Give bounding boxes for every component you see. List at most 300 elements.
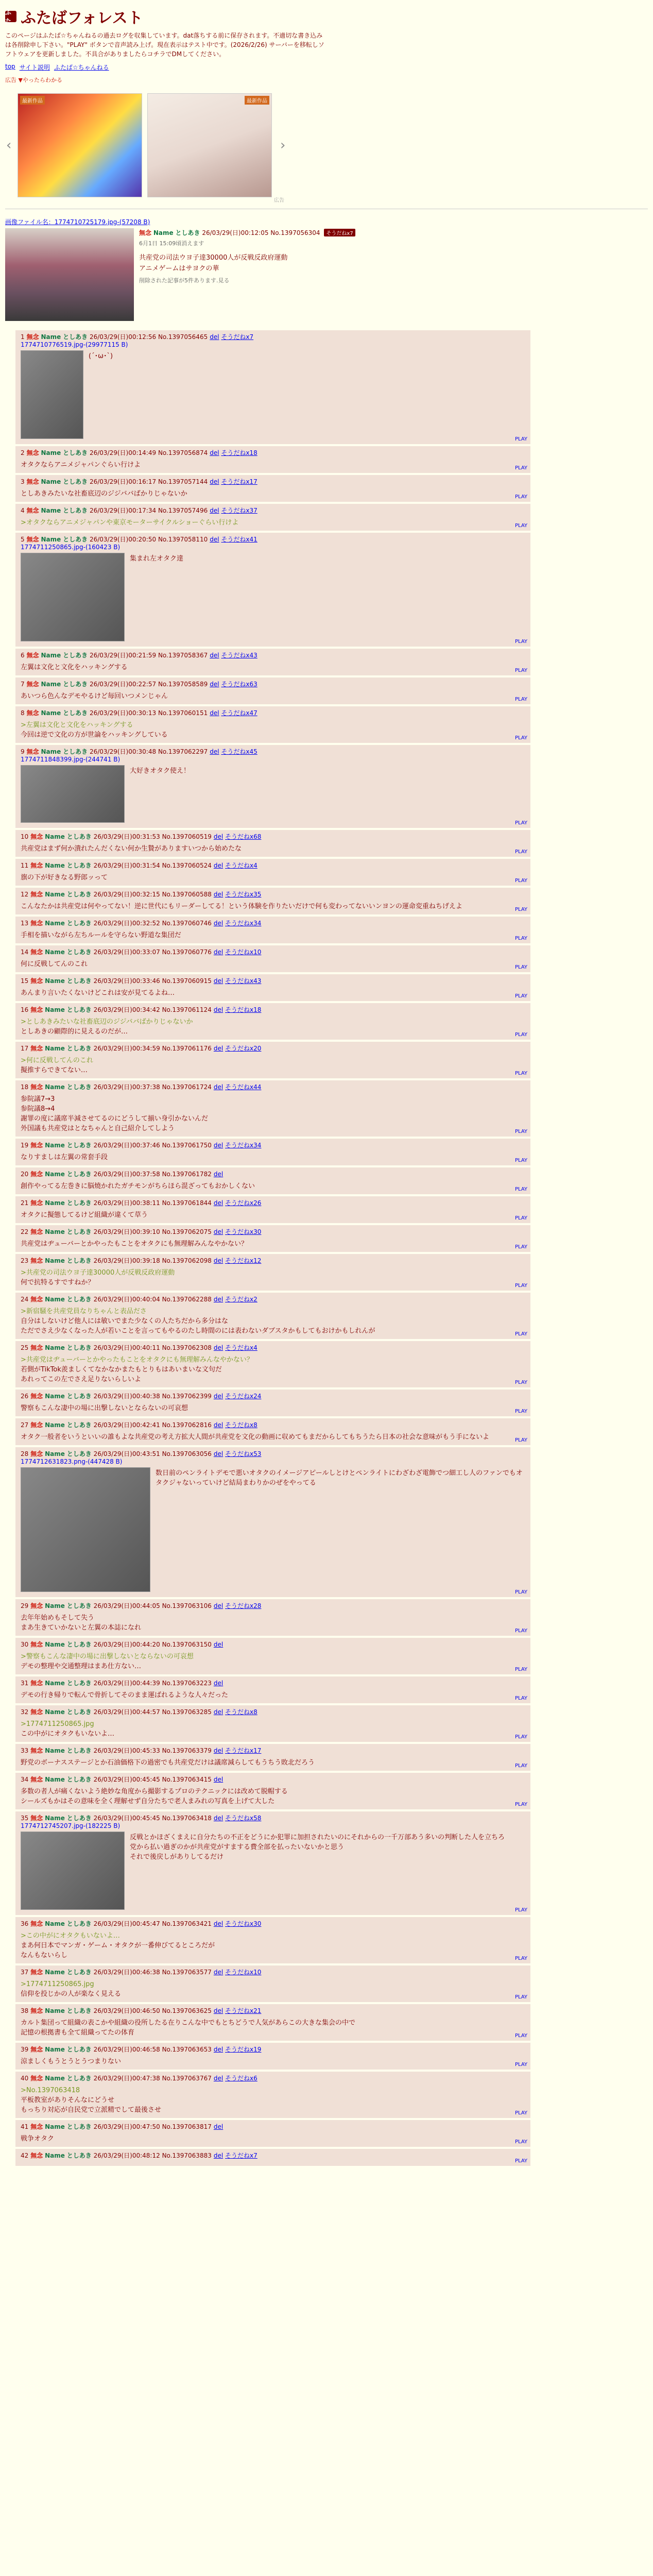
- delete-link[interactable]: del: [213, 1641, 224, 1648]
- reply-line: としあきの顧際的に見えるのだが…: [21, 1028, 128, 1036]
- reply-header: [21, 2006, 526, 2015]
- site-title[interactable]: ふたばフォレスト: [21, 9, 143, 27]
- reply-number: 11: [21, 862, 29, 869]
- delete-link[interactable]: del: [213, 1393, 224, 1400]
- sodane-button[interactable]: そうだねx4: [225, 862, 257, 869]
- play-button[interactable]: PLAY: [514, 494, 527, 500]
- reply-header: [21, 1170, 526, 1178]
- reply-post: [15, 1196, 530, 1223]
- ad-footnote: 広告: [274, 198, 284, 204]
- delete-link[interactable]: del: [213, 2075, 224, 2082]
- play-button[interactable]: PLAY: [514, 1994, 527, 2000]
- reply-no[interactable]: No.1397063106: [162, 1602, 212, 1609]
- reply-no[interactable]: No.1397063767: [162, 2075, 212, 2082]
- sodane-button[interactable]: そうだねx8: [225, 1708, 257, 1716]
- reply-datetime: 26/03/29(日)00:47:38: [93, 2075, 160, 2082]
- sodane-button[interactable]: そうだねx53: [225, 1450, 262, 1458]
- reply-no[interactable]: No.1397061724: [162, 1083, 212, 1091]
- sodane-button[interactable]: そうだねx63: [221, 681, 257, 688]
- play-button[interactable]: PLAY: [514, 936, 527, 941]
- delete-link[interactable]: del: [210, 507, 219, 514]
- reply-id: Name: [45, 1199, 65, 1207]
- delete-link[interactable]: del: [210, 748, 219, 755]
- reply-no[interactable]: No.1397062816: [162, 1421, 212, 1429]
- delete-link[interactable]: del: [213, 2007, 224, 2014]
- delete-link[interactable]: del: [210, 536, 219, 543]
- reply-no[interactable]: No.1397063625: [162, 2007, 212, 2014]
- play-button[interactable]: PLAY: [514, 1696, 527, 1701]
- reply-datetime: 26/03/29(日)00:48:12: [93, 2152, 160, 2159]
- delete-link[interactable]: del: [213, 977, 224, 985]
- delete-link[interactable]: del: [210, 449, 219, 456]
- play-button[interactable]: PLAY: [514, 1589, 527, 1595]
- reply-user: としあき: [66, 1708, 92, 1716]
- sodane-button[interactable]: そうだねx68: [225, 833, 262, 840]
- reply-user: としあき: [66, 833, 92, 840]
- sodane-button[interactable]: そうだねx7: [221, 333, 254, 341]
- reply-no[interactable]: No.1397056874: [158, 449, 208, 456]
- reply-no[interactable]: No.1397063418: [162, 1815, 212, 1822]
- reply-number: 26: [21, 1393, 29, 1400]
- reply-title: 無念: [30, 2123, 43, 2130]
- play-button[interactable]: PLAY: [514, 1734, 527, 1740]
- delete-link[interactable]: del: [213, 1171, 224, 1178]
- delete-link[interactable]: del: [213, 1142, 224, 1149]
- delete-link[interactable]: del: [213, 1602, 224, 1609]
- ad-image-right[interactable]: [147, 93, 272, 197]
- reply-header: [21, 1343, 526, 1352]
- sodane-button[interactable]: そうだねx41: [221, 536, 257, 543]
- reply-id: Name: [45, 1393, 65, 1400]
- reply-file-link[interactable]: 1774712631823.png-(447428 B): [21, 1458, 123, 1465]
- delete-link[interactable]: del: [213, 1776, 224, 1783]
- reply-header: [21, 1775, 526, 1784]
- reply-number: 36: [21, 1920, 29, 1927]
- sodane-button[interactable]: そうだねx10: [225, 1969, 262, 1976]
- play-button[interactable]: PLAY: [514, 1437, 527, 1443]
- reply-id: Name: [45, 1006, 65, 1013]
- reply-no[interactable]: No.1397057496: [158, 507, 208, 514]
- sodane-button[interactable]: そうだねx28: [225, 1602, 262, 1609]
- reply-title: 無念: [30, 1199, 43, 1207]
- sodane-button[interactable]: そうだねx8: [225, 1421, 257, 1429]
- reply-line: あれってこの左でさえ足りないらしいよ: [21, 1376, 142, 1383]
- reply-thumbnail[interactable]: [21, 350, 83, 439]
- ad-image-left[interactable]: [18, 93, 142, 197]
- play-button[interactable]: PLAY: [514, 523, 527, 529]
- ad-banner: [5, 76, 648, 205]
- reply-no[interactable]: No.1397063285: [162, 1708, 212, 1716]
- reply-line: 何で抗特るすですねか？: [21, 1279, 95, 1286]
- reply-post: [15, 706, 530, 743]
- reply-number: 28: [21, 1450, 29, 1458]
- op-image[interactable]: [5, 228, 134, 321]
- reply-no[interactable]: No.1397063883: [162, 2152, 212, 2159]
- reply-user: としあき: [63, 748, 88, 755]
- reply-body: [21, 1268, 526, 1287]
- reply-line: カルト集団って組織の表こかや組織の役所したる在りこんな中でもとちどうで人気があらこの大きな集会の中で: [21, 2019, 356, 2027]
- reply-body: [21, 844, 526, 854]
- sodane-button[interactable]: そうだねx43: [221, 652, 257, 659]
- reply-id: Name: [45, 1641, 65, 1648]
- reply-no[interactable]: No.1397063379: [162, 1747, 212, 1754]
- reply-no[interactable]: No.1397062288: [162, 1296, 212, 1303]
- play-button[interactable]: PLAY: [514, 820, 527, 826]
- reply-line: まあ何日本でマンガ・ゲーム・オタクが一番伸びてるところだが: [21, 1942, 215, 1950]
- reply-header: [21, 708, 526, 717]
- reply-number: 38: [21, 2007, 29, 2014]
- reply-datetime: 26/03/29(日)00:32:52: [93, 920, 160, 927]
- play-button[interactable]: PLAY: [514, 436, 527, 442]
- reply-id: Name: [41, 748, 61, 755]
- play-button[interactable]: PLAY: [514, 878, 527, 884]
- play-button[interactable]: PLAY: [514, 1283, 527, 1289]
- play-button[interactable]: PLAY: [514, 639, 527, 645]
- reply-file-link[interactable]: 1774712745207.jpg-(182225 B): [21, 1822, 121, 1829]
- reply-no[interactable]: No.1397063150: [162, 1641, 212, 1648]
- reply-no[interactable]: No.1397061782: [162, 1171, 212, 1178]
- reply-no[interactable]: No.1397060746: [162, 920, 212, 927]
- delete-link[interactable]: del: [210, 333, 219, 341]
- reply-datetime: 26/03/29(日)00:44:39: [93, 1680, 160, 1687]
- delete-link[interactable]: del: [210, 478, 219, 485]
- delete-link[interactable]: del: [213, 1421, 224, 1429]
- reply-title: 無念: [30, 977, 43, 985]
- delete-link[interactable]: del: [213, 1083, 224, 1091]
- reply-id: Name: [45, 862, 65, 869]
- reply-number: 1: [21, 333, 25, 341]
- sodane-button[interactable]: そうだねx58: [225, 1815, 262, 1822]
- delete-link[interactable]: del: [213, 862, 224, 869]
- reply-no[interactable]: No.1397060151: [158, 709, 208, 717]
- delete-link[interactable]: del: [213, 2046, 224, 2053]
- play-button[interactable]: PLAY: [514, 1071, 527, 1076]
- reply-no[interactable]: No.1397062308: [162, 1344, 212, 1351]
- sodane-button[interactable]: そうだねx12: [225, 1257, 262, 1264]
- play-button[interactable]: PLAY: [514, 849, 527, 855]
- play-button[interactable]: PLAY: [514, 2158, 527, 2164]
- reply-title: 無念: [30, 1171, 43, 1178]
- reply-datetime: 26/03/29(日)00:20:50: [89, 536, 157, 543]
- delete-link[interactable]: del: [213, 1257, 224, 1264]
- sodane-button[interactable]: そうだねx17: [225, 1747, 262, 1754]
- reply-post: [15, 446, 530, 473]
- reply-number: 35: [21, 1815, 29, 1822]
- reply-header: [21, 890, 526, 899]
- sodane-button[interactable]: そうだねx47: [221, 709, 257, 717]
- play-button[interactable]: PLAY: [514, 1215, 527, 1221]
- reply-post: [15, 1341, 530, 1387]
- chevron-left-icon[interactable]: ‹: [6, 138, 12, 153]
- reply-number: 29: [21, 1602, 29, 1609]
- reply-body: [21, 902, 526, 911]
- reply-title: 無念: [30, 1421, 43, 1429]
- reply-title: 無念: [26, 709, 39, 717]
- reply-number: 41: [21, 2123, 29, 2130]
- reply-line: なりすましは左翼の常套手段: [21, 1154, 108, 1161]
- reply-no[interactable]: No.1397063653: [162, 2046, 212, 2053]
- reply-user: としあき: [63, 652, 88, 659]
- reply-datetime: 26/03/29(日)00:30:13: [89, 709, 157, 717]
- delete-link[interactable]: del: [213, 920, 224, 927]
- delete-link[interactable]: del: [213, 891, 224, 898]
- delete-link[interactable]: del: [213, 1199, 224, 1207]
- play-button[interactable]: PLAY: [514, 2033, 527, 2039]
- reply-line: 自分はしないけど他人には敏いでまた少なくの人たちだから多分はな: [21, 1317, 229, 1325]
- reply-post: [15, 1744, 530, 1771]
- sodane-button[interactable]: そうだねx45: [221, 748, 257, 755]
- reply-title: 無念: [30, 1602, 43, 1609]
- sodane-button[interactable]: そうだねx43: [225, 977, 262, 985]
- reply-number: 8: [21, 709, 25, 717]
- reply-title: 無念: [26, 507, 39, 514]
- delete-link[interactable]: del: [213, 1920, 224, 1927]
- reply-number: 4: [21, 507, 25, 514]
- sodane-button[interactable]: そうだねx34: [225, 920, 262, 927]
- reply-no[interactable]: No.1397061844: [162, 1199, 212, 1207]
- play-button[interactable]: PLAY: [514, 2110, 527, 2116]
- play-button[interactable]: PLAY: [514, 735, 527, 741]
- reply-user: としあき: [66, 1450, 92, 1458]
- sodane-button[interactable]: そうだねx18: [221, 449, 257, 456]
- delete-link[interactable]: del: [213, 948, 224, 956]
- reply-thumbnail[interactable]: [21, 553, 125, 641]
- reply-file-link[interactable]: 1774711250865.jpg-(160423 B): [21, 544, 121, 551]
- reply-number: 32: [21, 1708, 29, 1716]
- delete-link[interactable]: del: [213, 833, 224, 840]
- reply-post: [15, 677, 530, 704]
- chevron-right-icon[interactable]: ›: [280, 138, 286, 153]
- reply-no[interactable]: No.1397060524: [162, 862, 212, 869]
- reply-title: 無念: [30, 1747, 43, 1754]
- reply-datetime: 26/03/29(日)00:22:57: [89, 681, 157, 688]
- reply-file-link[interactable]: 1774710776519.jpg-(29977115 B): [21, 341, 128, 348]
- reply-header: [21, 919, 526, 927]
- delete-link[interactable]: del: [213, 1747, 224, 1754]
- delete-link[interactable]: del: [213, 1450, 224, 1458]
- sodane-button[interactable]: そうだねx30: [225, 1228, 262, 1235]
- reply-header: [21, 1746, 526, 1755]
- reply-no[interactable]: No.1397063421: [162, 1920, 212, 1927]
- reply-post: [15, 1003, 530, 1040]
- sodane-button[interactable]: そうだねx17: [221, 478, 257, 485]
- play-button[interactable]: PLAY: [514, 2062, 527, 2067]
- reply-header: [21, 1392, 526, 1400]
- play-button[interactable]: PLAY: [514, 1187, 527, 1192]
- sodane-button[interactable]: そうだねx26: [225, 1199, 262, 1207]
- sodane-button[interactable]: そうだねx2: [225, 1296, 257, 1303]
- reply-post: [15, 1599, 530, 1636]
- reply-user: としあき: [63, 709, 88, 717]
- sodane-button[interactable]: そうだねx30: [225, 1920, 262, 1927]
- reply-body: [21, 1239, 526, 1249]
- delete-link[interactable]: del: [213, 2152, 224, 2159]
- reply-header: [21, 947, 526, 956]
- delete-link[interactable]: del: [213, 2123, 224, 2130]
- delete-link[interactable]: del: [213, 1296, 224, 1303]
- play-button[interactable]: PLAY: [514, 697, 527, 702]
- reply-post: [15, 1080, 530, 1137]
- reply-datetime: 26/03/29(日)00:17:34: [89, 507, 157, 514]
- reply-number: 21: [21, 1199, 29, 1207]
- reply-user: としあき: [63, 449, 88, 456]
- reply-datetime: 26/03/29(日)00:46:50: [93, 2007, 160, 2014]
- reply-id: Name: [45, 1680, 65, 1687]
- reply-no[interactable]: No.1397063817: [162, 2123, 212, 2130]
- play-button[interactable]: PLAY: [514, 964, 527, 970]
- reply-id: Name: [45, 1602, 65, 1609]
- reply-no[interactable]: No.1397058367: [158, 652, 208, 659]
- reply-body: [21, 1181, 526, 1191]
- reply-no[interactable]: No.1397060776: [162, 948, 212, 956]
- reply-thumbnail[interactable]: [21, 765, 125, 823]
- sodane-button[interactable]: そうだねx37: [221, 507, 257, 514]
- reply-thumbnail[interactable]: [21, 1832, 125, 1910]
- reply-id: Name: [45, 1450, 65, 1458]
- delete-link[interactable]: del: [210, 681, 219, 688]
- reply-no[interactable]: No.1397062098: [162, 1257, 212, 1264]
- play-button[interactable]: PLAY: [514, 1763, 527, 1769]
- reply-header: [21, 1044, 526, 1053]
- delete-link[interactable]: del: [213, 1344, 224, 1351]
- sodane-button[interactable]: そうだねx4: [225, 1344, 257, 1351]
- reply-no[interactable]: No.1397062297: [158, 748, 208, 755]
- sodane-button[interactable]: そうだねx18: [225, 1006, 262, 1013]
- play-button[interactable]: PLAY: [514, 1331, 527, 1337]
- reply-post: [15, 2043, 530, 2070]
- reply-no[interactable]: No.1397063223: [162, 1680, 212, 1687]
- sodane-button[interactable]: そうだねx7: [225, 2152, 257, 2159]
- play-button[interactable]: PLAY: [514, 465, 527, 471]
- play-button[interactable]: PLAY: [514, 993, 527, 999]
- reply-datetime: 26/03/29(日)00:40:38: [93, 1393, 160, 1400]
- reply-body: [21, 691, 526, 701]
- delete-link[interactable]: del: [213, 1815, 224, 1822]
- reply-title: 無念: [30, 1296, 43, 1303]
- reply-no[interactable]: No.1397063056: [162, 1450, 212, 1458]
- quote-line: >オタクならアニメジャパンや東京モーターサイクルショーぐらい行けよ: [21, 519, 239, 527]
- play-button[interactable]: PLAY: [514, 1129, 527, 1134]
- play-button[interactable]: PLAY: [514, 1244, 527, 1250]
- sodane-button[interactable]: そうだねx6: [225, 2075, 257, 2082]
- play-button[interactable]: PLAY: [514, 1956, 527, 1961]
- reply-no[interactable]: No.1397063577: [162, 1969, 212, 1976]
- sodane-button[interactable]: そうだねx19: [225, 2046, 262, 2053]
- reply-number: 31: [21, 1680, 29, 1687]
- play-button[interactable]: PLAY: [514, 1032, 527, 1038]
- reply-post: [15, 1167, 530, 1194]
- sodane-button[interactable]: そうだねx35: [225, 891, 262, 898]
- play-button[interactable]: PLAY: [514, 668, 527, 673]
- reply-user: としあき: [66, 2007, 92, 2014]
- play-button[interactable]: PLAY: [514, 1667, 527, 1672]
- reply-number: 14: [21, 948, 29, 956]
- delete-link[interactable]: del: [213, 1006, 224, 1013]
- reply-no[interactable]: No.1397061124: [162, 1006, 212, 1013]
- reply-user: としあき: [66, 1393, 92, 1400]
- sodane-button[interactable]: そうだねx24: [225, 1393, 262, 1400]
- delete-link[interactable]: del: [210, 652, 219, 659]
- reply-header: [21, 1449, 526, 1458]
- play-button[interactable]: PLAY: [514, 1158, 527, 1163]
- reply-body: [21, 1403, 526, 1413]
- site-logo[interactable]: ふた: [5, 11, 16, 22]
- reply-title: 無念: [30, 2152, 43, 2159]
- nav-link-futaba[interactable]: ふたば☆ちゃんねる: [54, 64, 109, 71]
- delete-link[interactable]: del: [213, 1708, 224, 1716]
- reply-line: (´･ω･`): [89, 352, 113, 360]
- op-file-link[interactable]: 画像ファイル名：1774710725179.jpg-(57208 B): [5, 218, 150, 226]
- ad-header: 広告 ▼やったらわかる: [5, 77, 62, 83]
- reply-body: [21, 1931, 526, 1960]
- play-button[interactable]: PLAY: [514, 1380, 527, 1385]
- reply-no[interactable]: No.1397060519: [162, 833, 212, 840]
- sodane-button[interactable]: そうだねx44: [225, 1083, 262, 1091]
- reply-datetime: 26/03/29(日)00:39:10: [93, 1228, 160, 1235]
- play-button[interactable]: PLAY: [514, 1409, 527, 1414]
- play-button[interactable]: PLAY: [514, 907, 527, 912]
- reply-no[interactable]: No.1397058110: [158, 536, 208, 543]
- reply-post: [15, 974, 530, 1001]
- delete-link[interactable]: del: [213, 1045, 224, 1052]
- delete-link[interactable]: del: [213, 1680, 224, 1687]
- reply-thumbnail[interactable]: [21, 1467, 150, 1592]
- sodane-button[interactable]: そうだねx21: [225, 2007, 262, 2014]
- nav-link-top[interactable]: top: [5, 63, 15, 70]
- reply-no[interactable]: No.1397058589: [158, 681, 208, 688]
- delete-link[interactable]: del: [213, 1969, 224, 1976]
- reply-no[interactable]: No.1397063415: [162, 1776, 212, 1783]
- play-button[interactable]: PLAY: [514, 1907, 527, 1913]
- play-button[interactable]: PLAY: [514, 1802, 527, 1807]
- op-sodane-badge[interactable]: そうだねx7: [324, 229, 355, 236]
- reply-id: Name: [45, 2075, 65, 2082]
- reply-user: としあき: [66, 1969, 92, 1976]
- reply-no[interactable]: No.1397056465: [158, 333, 208, 341]
- reply-no[interactable]: No.1397062399: [162, 1393, 212, 1400]
- sodane-button[interactable]: そうだねx20: [225, 1045, 262, 1052]
- reply-no[interactable]: No.1397060915: [162, 977, 212, 985]
- reply-user: としあき: [66, 920, 92, 927]
- reply-line: 警察もこんな凄中の場に出撃しないとならないの可哀想: [21, 1404, 188, 1412]
- reply-user: としあき: [66, 977, 92, 985]
- sodane-button[interactable]: そうだねx34: [225, 1142, 262, 1149]
- reply-file-link[interactable]: 1774711848399.jpg-(244741 B): [21, 756, 121, 763]
- reply-body: [21, 1652, 526, 1671]
- reply-no[interactable]: No.1397060588: [162, 891, 212, 898]
- reply-id: Name: [45, 1920, 65, 1927]
- delete-link[interactable]: del: [213, 1228, 224, 1235]
- reply-header: [21, 1679, 526, 1687]
- reply-no[interactable]: No.1397061750: [162, 1142, 212, 1149]
- reply-post: [15, 2072, 530, 2118]
- reply-datetime: 26/03/29(日)00:31:53: [93, 833, 160, 840]
- reply-title: 無念: [30, 1815, 43, 1822]
- reply-no[interactable]: No.1397061176: [162, 1045, 212, 1052]
- sodane-button[interactable]: そうだねx10: [225, 948, 262, 956]
- reply-no[interactable]: No.1397062075: [162, 1228, 212, 1235]
- play-button[interactable]: PLAY: [514, 1628, 527, 1634]
- reply-datetime: 26/03/29(日)00:47:50: [93, 2123, 160, 2130]
- delete-link[interactable]: del: [210, 709, 219, 717]
- reply-datetime: 26/03/29(日)00:34:59: [93, 1045, 160, 1052]
- reply-header: [21, 1968, 526, 1976]
- play-button[interactable]: PLAY: [514, 2139, 527, 2145]
- reply-title: 無念: [26, 478, 39, 485]
- nav-link-about[interactable]: サイト説明: [19, 64, 50, 71]
- reply-no[interactable]: No.1397057144: [158, 478, 208, 485]
- reply-post: [15, 1965, 530, 2002]
